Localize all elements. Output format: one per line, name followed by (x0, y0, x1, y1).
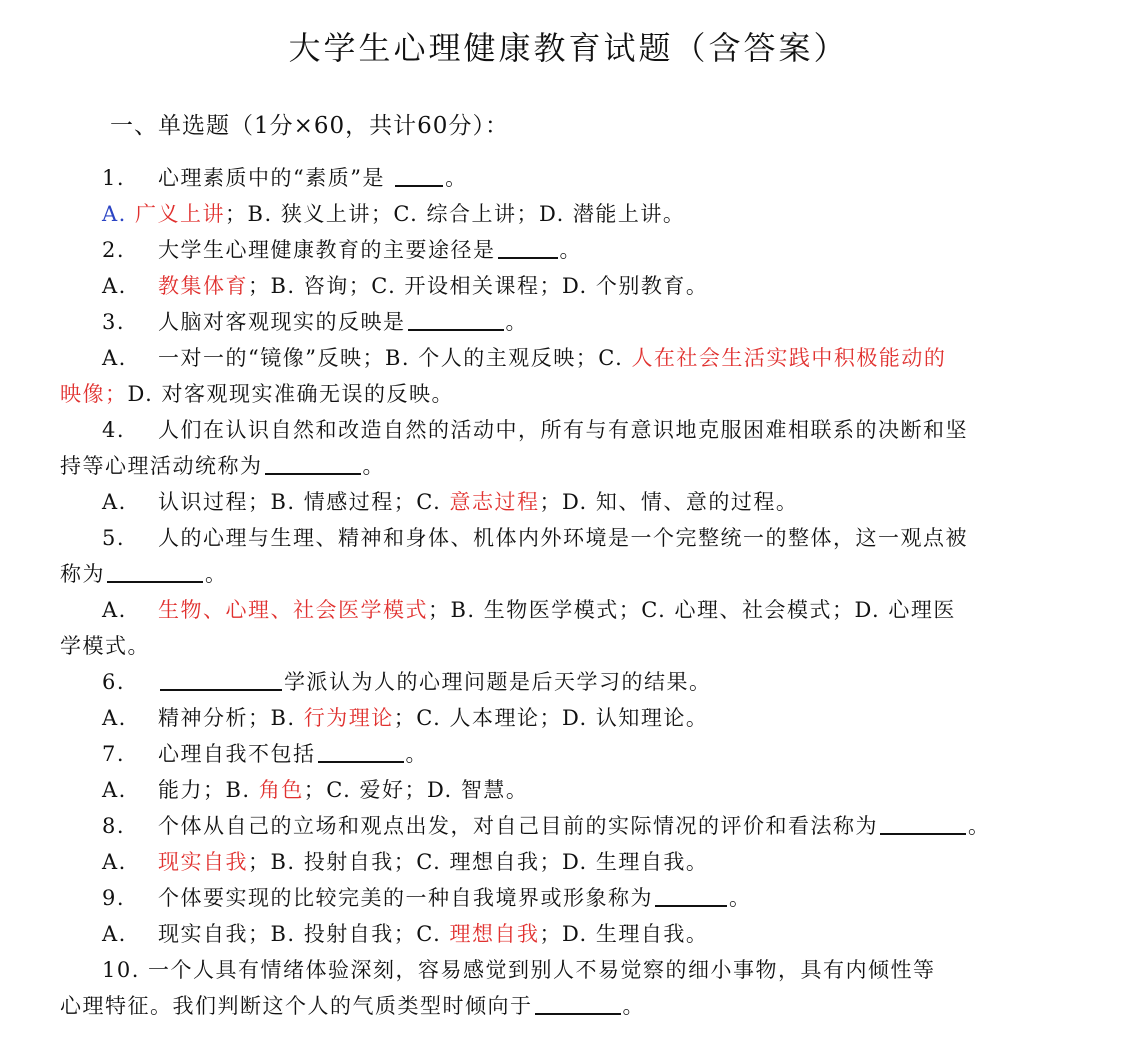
options-2 (60, 268, 1040, 304)
correct-answer-cont: 映像； (60, 382, 128, 406)
correct-answer: 行为理论 (303, 706, 394, 730)
options-text: ；D. 知、情、意的过程。 (539, 490, 799, 514)
question-text: 一个人具有情绪体验深刻，容易感觉到别人不易觉察的细小事物，具有内倾性等 (148, 958, 936, 982)
question-text: 学派认为人的心理问题是后天学习的结果。 (284, 670, 712, 694)
options-text: 精神分析；B. (158, 706, 296, 730)
question-5-cont (60, 556, 1040, 592)
options-1 (60, 196, 1040, 232)
question-text: 人们在认识自然和改造自然的活动中，所有与有意识地克服困难相联系的决断和坚 (158, 418, 968, 442)
answer-blank (318, 739, 404, 763)
question-number: 1. (102, 166, 126, 190)
answer-blank (535, 991, 621, 1015)
option-label: A. (102, 202, 127, 226)
answer-blank (655, 883, 727, 907)
options-text: ；B. 生物医学模式；C. 心理、社会模式；D. 心理医 (428, 598, 956, 622)
punctuation: 。 (362, 454, 385, 478)
option-label: A. (102, 706, 127, 730)
question-text: 个体从自己的立场和观点出发，对自己目前的实际情况的评价和看法称为 (158, 814, 878, 838)
question-text: 大学生心理健康教育的主要途径是 (158, 238, 496, 262)
correct-answer: 人在社会生活实践中积极能动的 (631, 346, 947, 370)
punctuation: 。 (622, 994, 645, 1018)
punctuation: 。 (445, 166, 468, 190)
options-text: ；C. 爱好；D. 智慧。 (303, 778, 529, 802)
question-number: 10. (102, 958, 140, 982)
correct-answer: 教集体育 (158, 274, 248, 298)
question-text: 心理素质中的“素质”是 (158, 166, 385, 190)
punctuation: 。 (505, 310, 528, 334)
document-title: 大学生心理健康教育试题（含答案） (288, 29, 849, 67)
options-text: ；B. 狭义上讲；C. 综合上讲；D. 潜能上讲。 (225, 202, 686, 226)
options-4 (60, 484, 1040, 520)
question-list (60, 160, 1040, 1024)
question-1 (60, 160, 1040, 196)
question-number: 5. (102, 526, 126, 550)
question-9 (60, 880, 1040, 916)
question-4 (60, 412, 1040, 448)
options-text: ；B. 投射自我；C. 理想自我；D. 生理自我。 (248, 850, 709, 874)
options-text: 一对一的“镜像”反映；B. 个人的主观反映；C. (158, 346, 624, 370)
option-label: A. (102, 850, 127, 874)
punctuation: 。 (205, 562, 228, 586)
question-10 (60, 952, 1040, 988)
question-text: 称为 (60, 562, 105, 586)
answer-blank (880, 811, 966, 835)
option-label: A. (102, 274, 127, 298)
options-6 (60, 700, 1040, 736)
answer-blank (395, 163, 443, 187)
options-text: ；B. 咨询；C. 开设相关课程；D. 个别教育。 (248, 274, 709, 298)
options-text: 学模式。 (60, 634, 150, 658)
options-5-cont (60, 628, 1040, 664)
question-text: 持等心理活动统称为 (60, 454, 263, 478)
question-text: 人的心理与生理、精神和身体、机体内外环境是一个完整统一的整体，这一观点被 (158, 526, 968, 550)
answer-blank (107, 559, 203, 583)
options-7 (60, 772, 1040, 808)
question-number: 4. (102, 418, 126, 442)
answer-blank (408, 307, 504, 331)
answer-blank (498, 235, 558, 259)
option-label: A. (102, 778, 127, 802)
answer-blank (265, 451, 361, 475)
option-label: A. (102, 490, 127, 514)
option-label: A. (102, 598, 127, 622)
options-5 (60, 592, 1040, 628)
question-number: 2. (102, 238, 126, 262)
question-6 (60, 664, 1040, 700)
correct-answer: 意志过程 (449, 490, 540, 514)
options-text: 现实自我；B. 投射自我；C. (158, 922, 442, 946)
question-number: 7. (102, 742, 126, 766)
answer-blank (160, 667, 282, 691)
correct-answer: 现实自我 (158, 850, 248, 874)
question-4-cont (60, 448, 1040, 484)
punctuation: 。 (729, 886, 752, 910)
question-text: 心理特征。我们判断这个人的气质类型时倾向于 (60, 994, 533, 1018)
options-text: 认识过程；B. 情感过程；C. (158, 490, 442, 514)
correct-answer: 生物、心理、社会医学模式 (158, 598, 428, 622)
question-number: 6. (102, 670, 126, 694)
option-label: A. (102, 922, 127, 946)
options-3-cont (60, 376, 1040, 412)
question-number: 8. (102, 814, 126, 838)
question-2 (60, 232, 1040, 268)
punctuation: 。 (405, 742, 428, 766)
options-text: 能力；B. (158, 778, 251, 802)
question-number: 3. (102, 310, 126, 334)
correct-answer: 角色 (258, 778, 304, 802)
section-heading: 一、单选题（1分×60，共计60分）： (110, 113, 509, 139)
question-text: 个体要实现的比较完美的一种自我境界或形象称为 (158, 886, 653, 910)
option-label: A. (102, 346, 127, 370)
question-8 (60, 808, 1040, 844)
question-text: 人脑对客观现实的反映是 (158, 310, 406, 334)
correct-answer: 理想自我 (449, 922, 540, 946)
correct-answer: 广义上讲 (135, 202, 226, 226)
question-number: 9. (102, 886, 126, 910)
question-10-cont (60, 988, 1040, 1024)
punctuation: 。 (559, 238, 582, 262)
options-9 (60, 916, 1040, 952)
options-text: ；C. 人本理论；D. 认知理论。 (393, 706, 709, 730)
question-text: 心理自我不包括 (158, 742, 316, 766)
options-8 (60, 844, 1040, 880)
question-5 (60, 520, 1040, 556)
question-3 (60, 304, 1040, 340)
punctuation: 。 (968, 814, 991, 838)
options-text: D. 对客观现实准确无误的反映。 (127, 382, 454, 406)
options-text: ；D. 生理自我。 (539, 922, 709, 946)
question-7 (60, 736, 1040, 772)
options-3 (60, 340, 1040, 376)
